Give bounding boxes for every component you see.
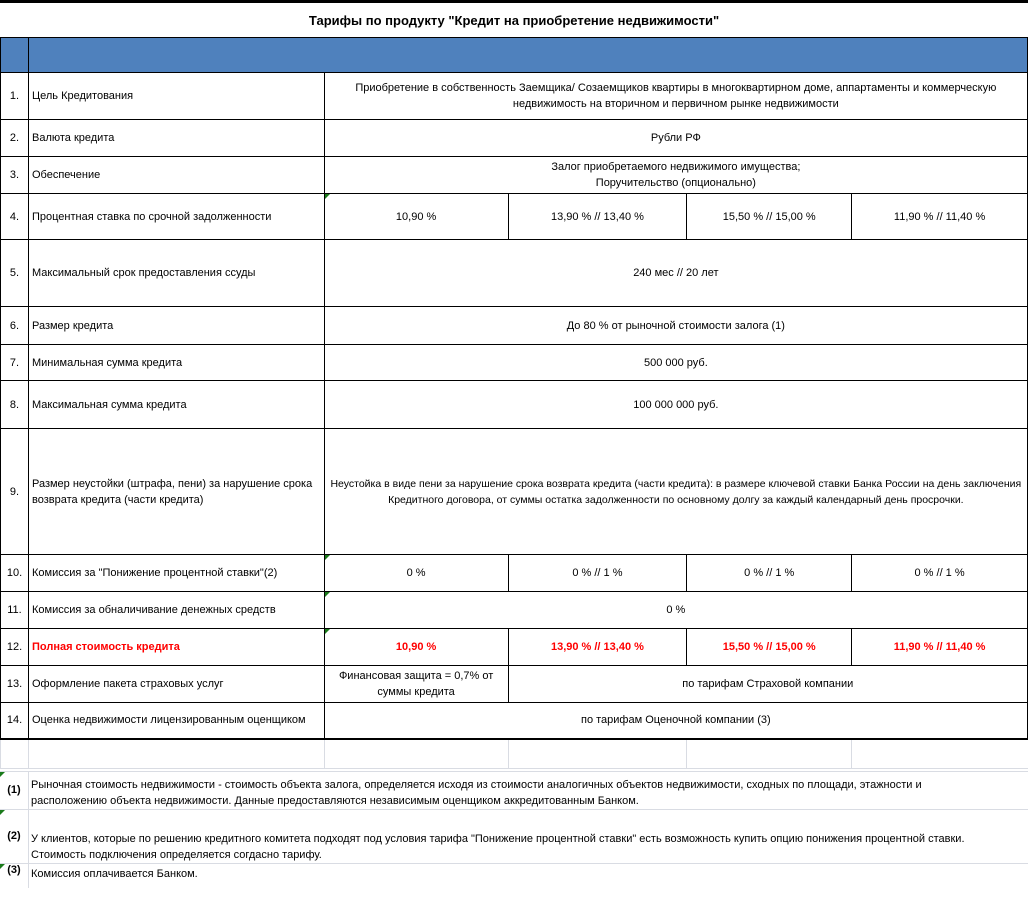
footnote-line: расположению объекта недвижимости. Данные предоставляются независимым оценщиком аккредитованным Банком. [31,795,639,807]
row-value[interactable]: 0 % [324,592,1027,629]
footnote [0,863,1028,888]
row-label[interactable]: Оценка недвижимости лицензированным оценщиком [28,703,324,739]
footnote-line: У клиентов, которые по решению кредитного комитета подходят под условия тарифа "Понижение процентной ставки" есть возможность купить опцию понижения процентной ставки. [31,833,965,845]
insurance-tariff-value[interactable]: по тарифам Страховой компании [508,666,1027,703]
header-cell-num [1,38,29,73]
value-line: Залог приобретаемого недвижимого имущества; [551,161,801,173]
row-number: 5. [1,240,29,307]
footnote-line: Стоимость подключения определяется согдасно тарифу. [31,849,322,861]
row-value[interactable]: 100 000 000 руб. [324,381,1027,429]
row-number: 6. [1,307,29,345]
row-label[interactable]: Комиссия за "Понижение процентной ставки"(2) [28,555,324,592]
footnote [0,771,1028,809]
row-value[interactable] [324,157,1027,194]
row-number: 7. [1,345,29,381]
full-cost-value[interactable]: 11,90 % // 11,40 % [852,629,1028,666]
commission-value[interactable]: 0 % // 1 % [687,555,852,592]
row-label[interactable]: Максимальный срок предоставления ссуды [28,240,324,307]
cell-divider [28,772,29,809]
page-title: Тарифы по продукту "Кредит на приобретение недвижимости" [308,13,720,28]
table-row [1,157,1028,194]
comment-flag-icon [0,772,5,777]
row-label[interactable]: Размер неустойки (штрафа, пени) за нарушение срока возврата кредита (части кредита) [28,429,324,555]
row-number: 10. [1,555,29,592]
row-label[interactable]: Минимальная сумма кредита [28,345,324,381]
footnote-mark: (1) [7,784,21,796]
table-row [1,120,1028,157]
full-cost-value[interactable]: 15,50 % // 15,00 % [687,629,852,666]
value-line: Поручительство (опционально) [595,177,756,189]
table-row [1,703,1028,739]
empty-cell[interactable] [508,739,687,769]
rate-value[interactable]: 15,50 % // 15,00 % [687,194,852,240]
empty-cell[interactable] [1,739,29,769]
insurance-value[interactable] [324,666,508,703]
table-row [1,429,1028,555]
row-label[interactable]: Оформление пакета страховых услуг [28,666,324,703]
header-cell [28,38,1027,73]
footnote-text[interactable]: Комиссия оплачивается Банком. [31,868,198,880]
commission-value[interactable]: 0 % // 1 % [508,555,687,592]
row-number: 8. [1,381,29,429]
row-number: 1. [1,73,29,120]
row-value[interactable]: До 80 % от рыночной стоимости залога (1) [324,307,1027,345]
value-line: Финансовая защита = 0,7% от [338,670,494,682]
comment-flag-icon [0,810,5,815]
table-row [1,555,1028,592]
footnote-line: Рыночная стоимость недвижимости - стоимость объекта залога, определяется исходя из стоимости аналогичных объектов недвижимости, сходных по площади, этажности и [31,779,922,791]
table-row [1,592,1028,629]
full-cost-value[interactable]: 13,90 % // 13,40 % [508,629,687,666]
table-row [1,381,1028,429]
rate-value[interactable]: 13,90 % // 13,40 % [508,194,687,240]
commission-value[interactable]: 0 % // 1 % [852,555,1028,592]
row-value[interactable]: Неустойка в виде пени за нарушение срока возврата кредита (части кредита): в размере ключевой ставки Банка России на день заключения Кредитного договора, от суммы остатка задолженности по основному долгу за каждый календарный день просрочки. [324,429,1027,555]
table-row [1,345,1028,381]
row-number: 12. [1,629,29,666]
row-label[interactable]: Размер кредита [28,307,324,345]
table-row [1,307,1028,345]
footnote-mark: (2) [7,830,21,842]
empty-cell[interactable] [324,739,508,769]
value-line: суммы кредита [377,686,455,698]
row-number: 2. [1,120,29,157]
row-number: 11. [1,592,29,629]
cell-divider [28,864,29,888]
full-cost-value[interactable]: 10,90 % [324,629,508,666]
row-value[interactable]: по тарифам Оценочной компании (3) [324,703,1027,739]
row-label[interactable]: Цель Кредитования [28,73,324,120]
rate-value[interactable]: 10,90 % [324,194,508,240]
empty-cell[interactable] [28,739,324,769]
row-number: 3. [1,157,29,194]
footnotes [0,771,1028,888]
empty-cell[interactable] [852,739,1028,769]
row-value[interactable]: 240 мес // 20 лет [324,240,1027,307]
footnote-mark: (3) [7,864,21,876]
row-value[interactable]: Приобретение в собственность Заемщика/ Созаемщиков квартиры в многоквартирном доме, аппартаменты и коммерческую недвижимость на вторичном и первичном рынке недвижимости [324,73,1027,120]
table-row [1,629,1028,666]
table-row [1,240,1028,307]
row-number: 4. [1,194,29,240]
empty-row [1,739,1028,769]
row-label[interactable]: Процентная ставка по срочной задолженности [28,194,324,240]
rate-value[interactable]: 11,90 % // 11,40 % [852,194,1028,240]
empty-cell[interactable] [687,739,852,769]
footnote [0,809,1028,863]
table-row [1,194,1028,240]
row-value[interactable]: 500 000 руб. [324,345,1027,381]
cell-divider [28,810,29,863]
table-header-row [1,38,1028,73]
row-number: 13. [1,666,29,703]
row-label[interactable]: Валюта кредита [28,120,324,157]
row-label[interactable]: Максимальная сумма кредита [28,381,324,429]
row-label[interactable]: Обеспечение [28,157,324,194]
tariff-table [0,37,1028,769]
row-label-highlight[interactable]: Полная стоимость кредита [28,629,324,666]
row-value[interactable]: Рубли РФ [324,120,1027,157]
footnote-text[interactable] [31,777,922,809]
footnote-text[interactable] [31,831,965,863]
row-number: 14. [1,703,29,739]
table-row [1,73,1028,120]
commission-value[interactable]: 0 % [324,555,508,592]
table-row [1,666,1028,703]
row-label[interactable]: Комиссия за обналичивание денежных средств [28,592,324,629]
row-number: 9. [1,429,29,555]
